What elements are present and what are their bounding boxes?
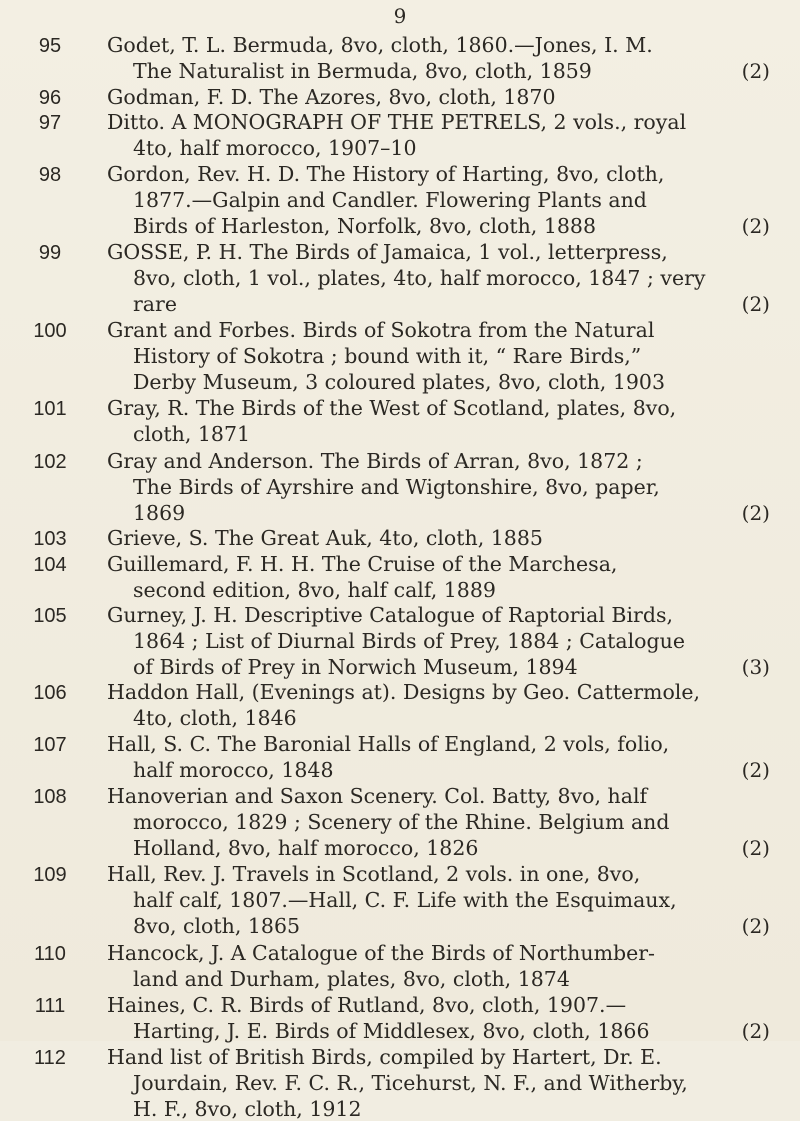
lot-description-line: Grant and Forbes. Birds of Sokotra from the Natural	[107, 318, 655, 342]
lot-description-line: cloth, 1871	[133, 422, 251, 446]
lot-description-line: half morocco, 1848	[133, 758, 334, 782]
lot-description-line: 1877.—Galpin and Candler. Flowering Plants and	[133, 188, 647, 212]
lot-description-line: Hall, Rev. J. Travels in Scotland, 2 vols. in one, 8vo,	[107, 862, 641, 886]
lot-quantity: (2)	[741, 914, 770, 938]
lot-number: 106	[33, 682, 67, 704]
lot-quantity: (3)	[741, 655, 770, 679]
lot-quantity: (2)	[741, 1019, 770, 1043]
lot-description-line: Hancock, J. A Catalogue of the Birds of Northumber-	[107, 941, 655, 965]
lot-description-line: 1869	[133, 501, 186, 525]
lot-number: 101	[33, 398, 67, 420]
lot-description-line: History of Sokotra ; bound with it, “ Rare Birds,”	[133, 344, 642, 368]
lot-description-line: Birds of Harleston, Norfolk, 8vo, cloth, 1888	[133, 214, 596, 238]
lot-number: 98	[38, 164, 62, 186]
lot-number: 105	[33, 605, 67, 627]
lot-description-line: of Birds of Prey in Norwich Museum, 1894	[133, 655, 578, 679]
lot-description-line: Godman, F. D. The Azores, 8vo, cloth, 1870	[107, 85, 556, 109]
lot-number: 96	[38, 87, 62, 109]
lot-number: 103	[33, 528, 67, 550]
lot-number: 110	[34, 943, 66, 965]
lot-description-line: second edition, 8vo, half calf, 1889	[133, 578, 496, 602]
page-number: 9	[393, 4, 407, 28]
lot-description-line: Gordon, Rev. H. D. The History of Harting, 8vo, cloth,	[107, 162, 665, 186]
lot-number: 104	[33, 554, 67, 576]
lot-number: 99	[38, 242, 62, 264]
lot-description-line: 4to, half morocco, 1907–10	[133, 136, 417, 160]
lot-quantity: (2)	[741, 836, 770, 860]
lot-number: 100	[33, 320, 67, 342]
lot-description-line: Guillemard, F. H. H. The Cruise of the Marchesa,	[107, 552, 618, 576]
lot-description-line: 8vo, cloth, 1 vol., plates, 4to, half morocco, 1847 ; very	[133, 266, 706, 290]
lot-description-line: 1864 ; List of Diurnal Birds of Prey, 1884 ; Catalogue	[133, 629, 685, 653]
lot-number: 109	[33, 864, 67, 886]
lot-description-line: 8vo, cloth, 1865	[133, 914, 301, 938]
lot-number: 95	[38, 35, 62, 57]
lot-description-line: Gray, R. The Birds of the West of Scotland, plates, 8vo,	[107, 396, 677, 420]
lot-description-line: Hall, S. C. The Baronial Halls of England, 2 vols, folio,	[107, 732, 670, 756]
lot-number: 111	[34, 995, 66, 1017]
lot-description-line: H. F., 8vo, cloth, 1912	[133, 1097, 362, 1121]
lot-quantity: (2)	[741, 501, 770, 525]
lot-description-line: Harting, J. E. Birds of Middlesex, 8vo, cloth, 1866	[133, 1019, 650, 1043]
lot-description-line: Holland, 8vo, half morocco, 1826	[133, 836, 479, 860]
lot-description-line: GOSSE, P. H. The Birds of Jamaica, 1 vol., letterpress,	[107, 240, 668, 264]
lot-number: 107	[33, 734, 67, 756]
lot-description-line: Gray and Anderson. The Birds of Arran, 8vo, 1872 ;	[107, 449, 643, 473]
lot-number: 102	[33, 451, 67, 473]
lot-description-line: Hand list of British Birds, compiled by Hartert, Dr. E.	[107, 1045, 662, 1069]
lot-description-line: 4to, cloth, 1846	[133, 706, 297, 730]
lot-description-line: Hanoverian and Saxon Scenery. Col. Batty, 8vo, half	[107, 784, 648, 808]
lot-description-line: Derby Museum, 3 coloured plates, 8vo, cloth, 1903	[133, 370, 666, 394]
lot-description-line: half calf, 1807.—Hall, C. F. Life with the Esquimaux,	[133, 888, 677, 912]
lot-description-line: Haddon Hall, (Evenings at). Designs by Geo. Cattermole,	[107, 680, 700, 704]
lot-description-line: rare	[133, 292, 177, 316]
lot-description-line: Godet, T. L. Bermuda, 8vo, cloth, 1860.—Jones, I. M.	[107, 33, 653, 57]
lot-quantity: (2)	[741, 292, 770, 316]
lot-description-line: Ditto. A MONOGRAPH OF THE PETRELS, 2 vols., royal	[107, 110, 687, 134]
lot-description-line: Grieve, S. The Great Auk, 4to, cloth, 1885	[107, 526, 543, 550]
lot-description-line: Haines, C. R. Birds of Rutland, 8vo, cloth, 1907.—	[107, 993, 627, 1017]
lot-number: 108	[33, 786, 67, 808]
lot-quantity: (2)	[741, 214, 770, 238]
lot-description-line: The Naturalist in Bermuda, 8vo, cloth, 1859	[133, 59, 592, 83]
lot-description-line: Jourdain, Rev. F. C. R., Ticehurst, N. F., and Witherby,	[133, 1071, 688, 1095]
lot-number: 97	[38, 112, 62, 134]
lot-quantity: (2)	[741, 758, 770, 782]
lot-description-line: The Birds of Ayrshire and Wigtonshire, 8vo, paper,	[133, 475, 660, 499]
lot-quantity: (2)	[741, 59, 770, 83]
lot-description-line: Gurney, J. H. Descriptive Catalogue of Raptorial Birds,	[107, 603, 673, 627]
lot-description-line: morocco, 1829 ; Scenery of the Rhine. Belgium and	[133, 810, 670, 834]
lot-number: 112	[34, 1047, 66, 1069]
lot-description-line: land and Durham, plates, 8vo, cloth, 1874	[133, 967, 570, 991]
